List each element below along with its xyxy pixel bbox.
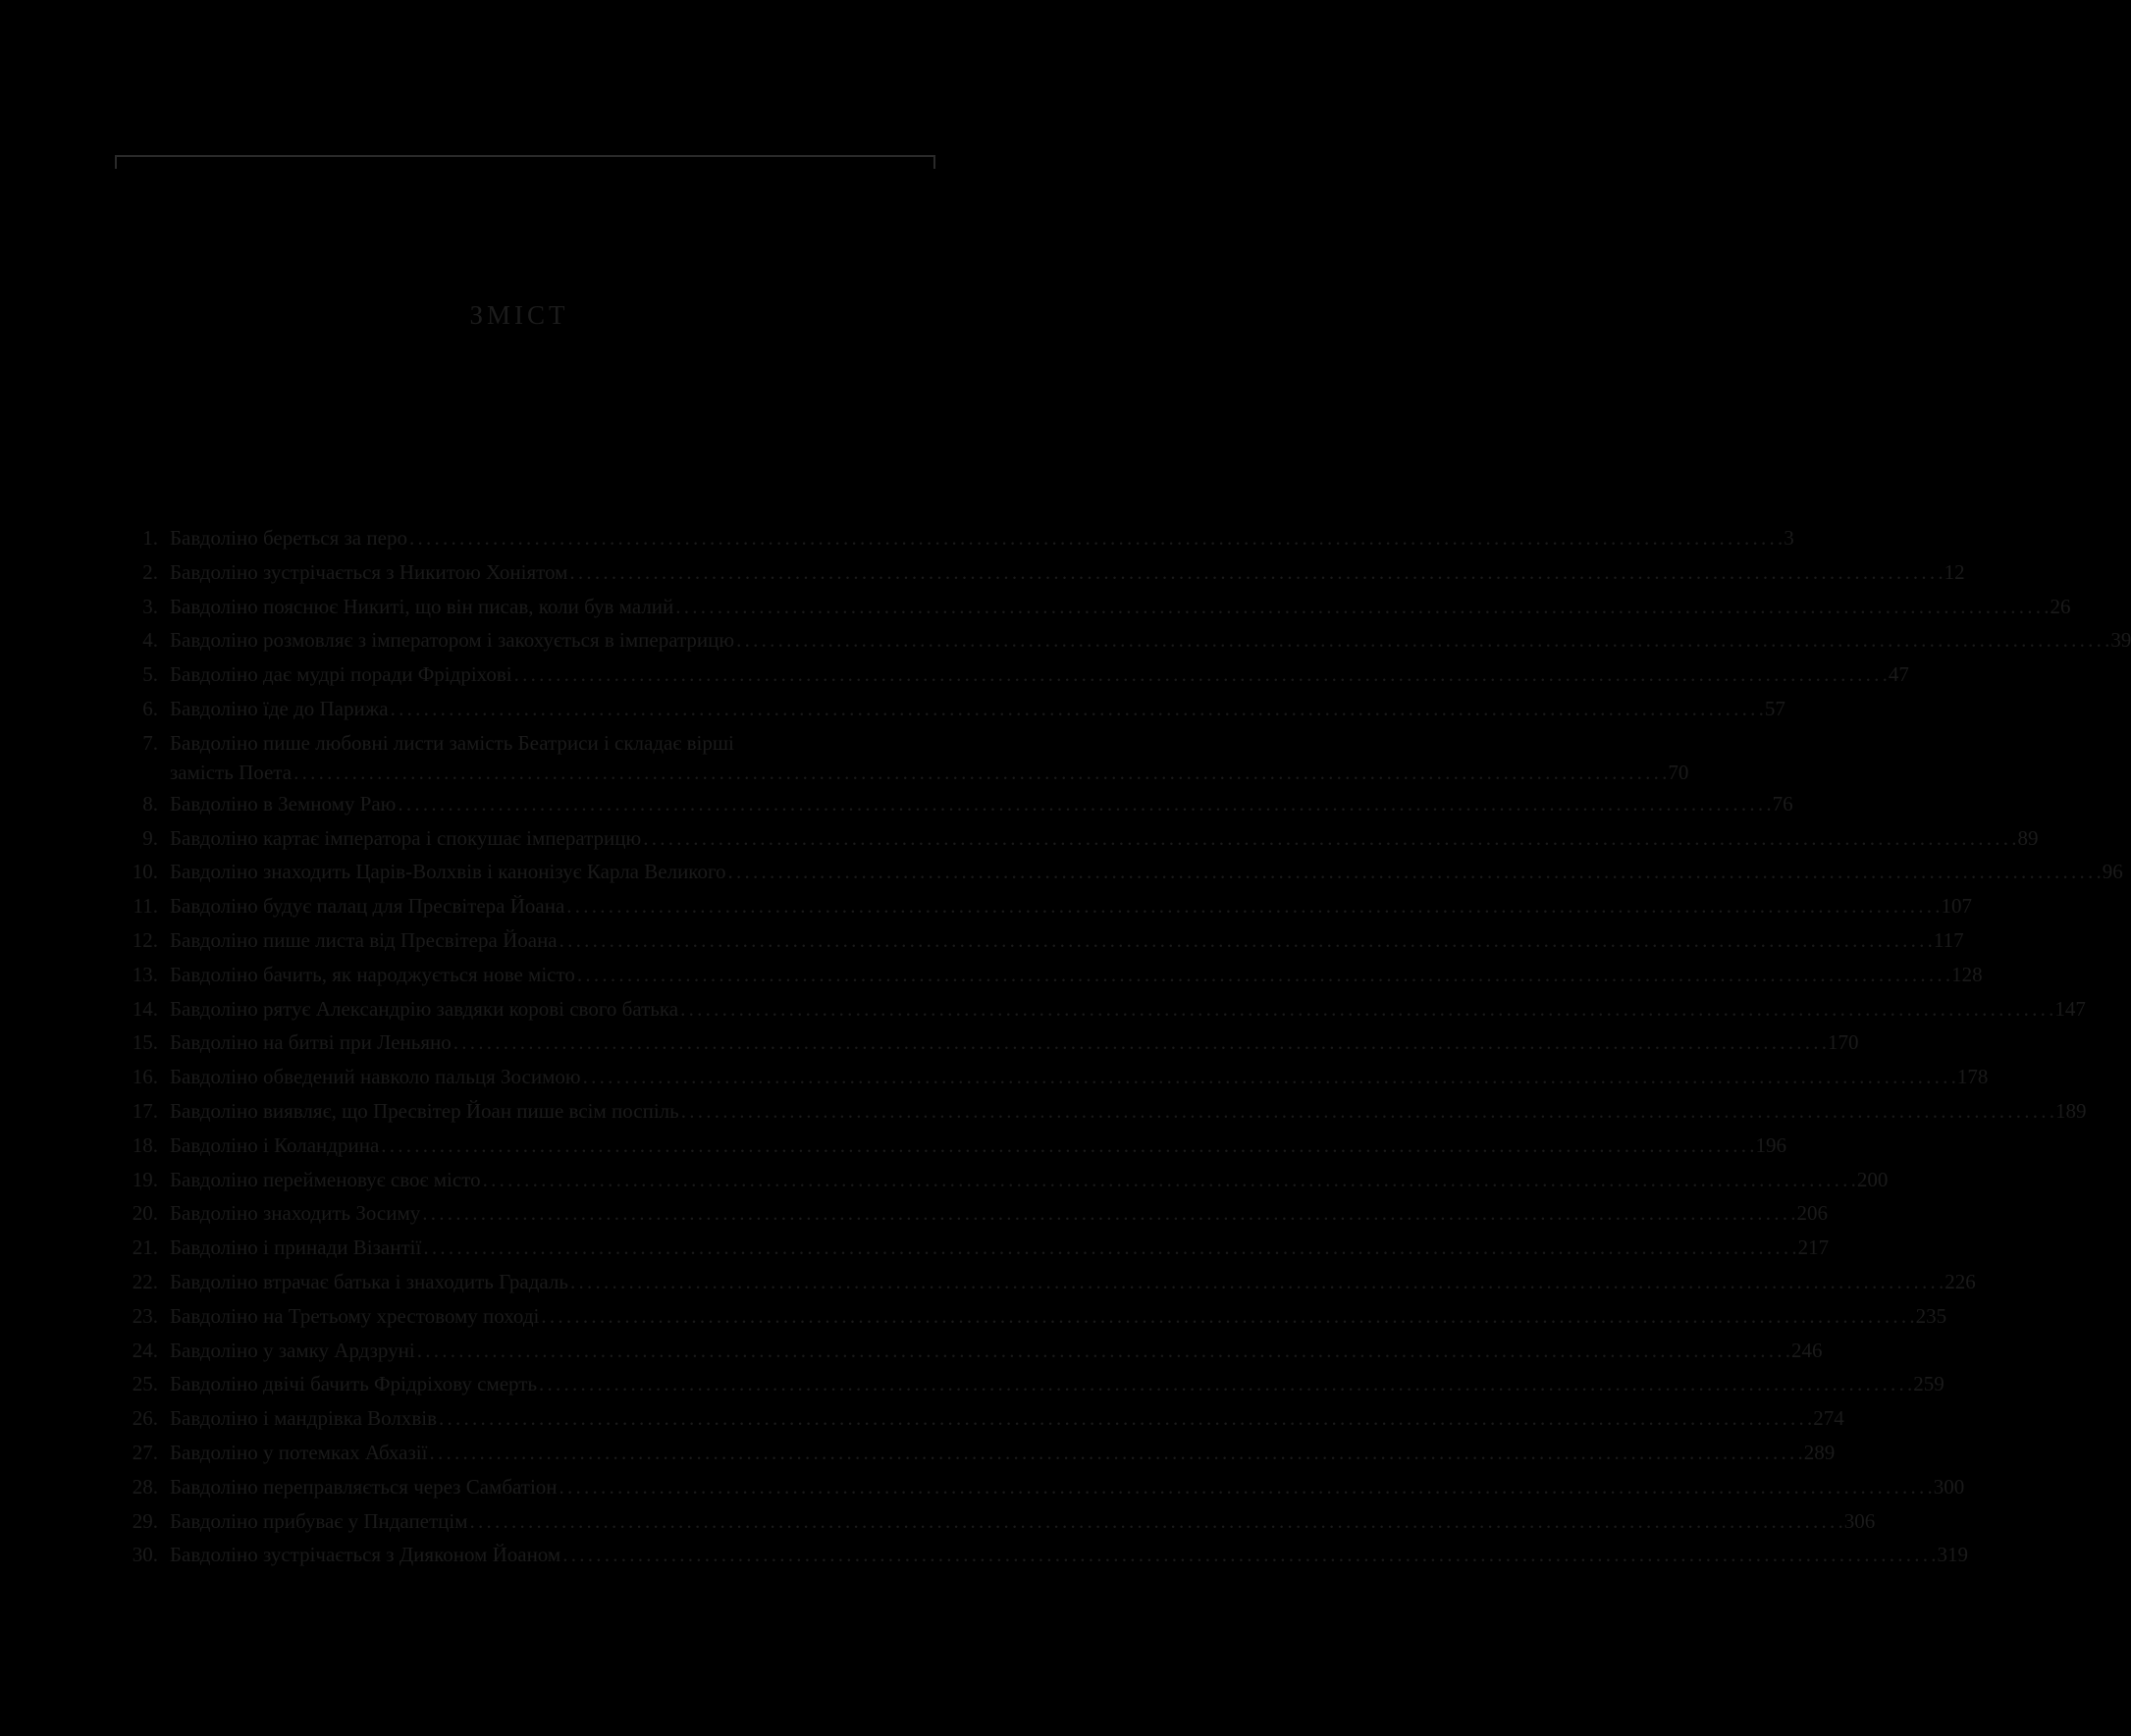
toc-entry-number: 20. bbox=[132, 1201, 158, 1226]
header-rule-left-tick bbox=[115, 155, 117, 169]
toc-entry-title: Бавдоліно їде до Парижа bbox=[170, 696, 389, 720]
toc-entry-number: 18. bbox=[132, 1132, 158, 1157]
toc-entry-number: 24. bbox=[132, 1338, 158, 1362]
toc-entry-title: Бавдоліно двічі бачить Фрідріхову смерть bbox=[170, 1372, 538, 1396]
toc-dot-leader bbox=[391, 692, 1763, 726]
toc-entry-body bbox=[158, 1163, 1888, 1197]
toc-entry-title: Бавдоліно втрачає батька і знаходить Градаль bbox=[170, 1269, 568, 1293]
toc-entry-page-number: 3 bbox=[1784, 526, 1794, 550]
toc-entry-number: 27. bbox=[132, 1440, 158, 1464]
toc-dot-leader bbox=[293, 758, 1666, 787]
toc-dot-leader bbox=[539, 1367, 1911, 1401]
toc-entry bbox=[115, 787, 1793, 821]
toc-entry-body bbox=[158, 958, 1983, 992]
toc-entry-number: 12. bbox=[132, 927, 158, 952]
toc-entry bbox=[115, 1265, 1976, 1299]
toc-entry-body bbox=[158, 1538, 1968, 1572]
toc-dot-leader bbox=[562, 1538, 1935, 1572]
toc-entry bbox=[115, 1299, 1947, 1334]
toc-entry-number: 14. bbox=[132, 996, 158, 1021]
toc-entry-body bbox=[158, 923, 1964, 958]
toc-entry-number: 26. bbox=[132, 1406, 158, 1431]
toc-entry-number: 13. bbox=[132, 962, 158, 986]
toc-entry-page-number: 319 bbox=[1937, 1543, 1968, 1567]
toc-entry-line bbox=[170, 1231, 1829, 1265]
toc-entry-line bbox=[170, 821, 2038, 856]
toc-entry-title: Бавдоліно у потемках Абхазії bbox=[170, 1440, 428, 1464]
toc-entry-number: 2. bbox=[142, 559, 158, 584]
toc-entry bbox=[115, 1163, 1889, 1197]
toc-dot-leader bbox=[417, 1334, 1789, 1368]
toc-entry-page-number: 306 bbox=[1843, 1508, 1876, 1533]
toc-entry-body bbox=[158, 1401, 1844, 1436]
toc-entry-page-number: 128 bbox=[1951, 962, 1983, 986]
toc-entry-body bbox=[158, 555, 1965, 590]
toc-entry-number: 19. bbox=[132, 1167, 158, 1191]
toc-entry-body bbox=[158, 1231, 1829, 1265]
toc-entry-number: 23. bbox=[132, 1303, 158, 1328]
toc-entry-body bbox=[158, 1504, 1875, 1539]
toc-entry-page-number: 89 bbox=[2017, 825, 2039, 850]
toc-entry-title: замість Поета bbox=[170, 760, 293, 784]
toc-entry-body bbox=[158, 1094, 2086, 1129]
toc-dot-leader bbox=[569, 555, 1942, 590]
toc-entry-body bbox=[158, 889, 1972, 923]
toc-dot-leader bbox=[559, 1470, 1932, 1504]
toc-entry-line bbox=[170, 1060, 1988, 1094]
toc-entry bbox=[115, 1538, 1968, 1572]
toc-entry-page-number: 107 bbox=[1941, 894, 1973, 919]
toc-entry-line bbox=[170, 521, 1794, 555]
toc-entry-body bbox=[158, 992, 2086, 1026]
toc-entry bbox=[115, 555, 1965, 590]
toc-entry-body bbox=[158, 623, 2131, 658]
toc-entry bbox=[115, 623, 2131, 658]
toc-entry-title: Бавдоліно будує палац для Пресвітера Йоана bbox=[170, 894, 565, 919]
toc-entry-number: 21. bbox=[132, 1236, 158, 1260]
toc-entry-page-number: 196 bbox=[1755, 1132, 1787, 1157]
toc-entry-title: Бавдоліно переправляється через Самбатіон bbox=[170, 1474, 558, 1499]
toc-entry-number: 7. bbox=[142, 730, 158, 755]
toc-entry bbox=[115, 1129, 1787, 1163]
toc-entry-page-number: 96 bbox=[2102, 860, 2123, 884]
toc-entry-page-number: 200 bbox=[1856, 1167, 1889, 1191]
toc-entry-page-number: 70 bbox=[1668, 760, 1689, 784]
toc-entry bbox=[115, 1436, 1836, 1470]
table-of-contents bbox=[115, 521, 2131, 1572]
toc-entry bbox=[115, 521, 1794, 555]
header-rule-right-tick bbox=[933, 155, 935, 169]
toc-dot-leader bbox=[541, 1299, 1913, 1334]
toc-entry-line bbox=[170, 555, 1965, 590]
toc-entry-page-number: 178 bbox=[1956, 1065, 1989, 1089]
toc-entry-title: Бавдоліно бачить, як народжується нове місто bbox=[170, 962, 575, 986]
toc-dot-leader bbox=[570, 1265, 1943, 1299]
toc-entry bbox=[115, 923, 1964, 958]
toc-entry-page-number: 57 bbox=[1764, 696, 1785, 720]
toc-entry-line bbox=[170, 1163, 1888, 1197]
toc-entry-page-number: 76 bbox=[1772, 791, 1793, 815]
toc-entry-title: Бавдоліно зустрічається з Дияконом Йоаном bbox=[170, 1543, 561, 1567]
toc-entry-number: 30. bbox=[132, 1543, 158, 1567]
toc-entry-title: Бавдоліно перейменовує своє місто bbox=[170, 1167, 481, 1191]
toc-entry-line bbox=[170, 1299, 1946, 1334]
toc-entry-number: 4. bbox=[142, 628, 158, 653]
toc-entry-title: Бавдоліно знаходить Зосиму bbox=[170, 1201, 421, 1226]
header-rule-line bbox=[115, 155, 935, 157]
toc-entry-title: Бавдоліно і мандрівка Волхвів bbox=[170, 1406, 438, 1431]
toc-entry-line bbox=[170, 758, 1688, 787]
toc-entry-line bbox=[170, 1094, 2086, 1129]
toc-entry-number: 15. bbox=[132, 1030, 158, 1055]
toc-entry-line bbox=[170, 1470, 1964, 1504]
toc-entry bbox=[115, 855, 2123, 889]
toc-dot-leader bbox=[470, 1504, 1842, 1539]
toc-entry-body bbox=[158, 1299, 1946, 1334]
toc-entry-title: Бавдоліно розмовляє з імператором і закохується в імператрицю bbox=[170, 628, 735, 653]
toc-entry-line bbox=[170, 1401, 1844, 1436]
toc-entry-title: Бавдоліно виявляє, що Пресвітер Йоан пише всім поспіль bbox=[170, 1098, 679, 1123]
toc-entry-page-number: 170 bbox=[1828, 1030, 1859, 1055]
toc-entry bbox=[115, 1367, 1945, 1401]
toc-entry-number: 22. bbox=[132, 1269, 158, 1293]
toc-dot-leader bbox=[409, 521, 1782, 555]
toc-entry-page-number: 289 bbox=[1803, 1440, 1836, 1464]
toc-entry-body bbox=[158, 728, 1688, 787]
toc-entry-line bbox=[170, 623, 2131, 658]
toc-entry-body bbox=[158, 1367, 1945, 1401]
toc-entry bbox=[115, 958, 1983, 992]
toc-entry-title: Бавдоліно пояснює Никиті, що він писав, коли був малий bbox=[170, 594, 674, 618]
toc-entry bbox=[115, 992, 2086, 1026]
toc-entry-number: 16. bbox=[132, 1065, 158, 1089]
toc-entry-title: Бавдоліно і Коландрина bbox=[170, 1132, 380, 1157]
toc-entry-number: 28. bbox=[132, 1474, 158, 1499]
toc-entry bbox=[115, 1094, 2087, 1129]
toc-entry-body bbox=[158, 1129, 1786, 1163]
toc-entry-title: Бавдоліно обведений навколо пальця Зосимою bbox=[170, 1065, 581, 1089]
toc-dot-leader bbox=[422, 1196, 1794, 1231]
toc-entry-body bbox=[158, 821, 2038, 856]
toc-dot-leader bbox=[566, 889, 1939, 923]
toc-entry-body bbox=[158, 1265, 1976, 1299]
toc-entry-line bbox=[170, 923, 1964, 958]
toc-entry-page-number: 235 bbox=[1915, 1303, 1947, 1328]
toc-entry bbox=[115, 889, 1973, 923]
toc-entry-number: 29. bbox=[132, 1508, 158, 1533]
toc-entry-title: Бавдоліно зустрічається з Никитою Хоніятом bbox=[170, 559, 568, 584]
toc-dot-leader bbox=[429, 1436, 1801, 1470]
toc-entry-title: Бавдоліно у замку Ардзруні bbox=[170, 1338, 415, 1362]
toc-entry-page-number: 206 bbox=[1796, 1201, 1829, 1226]
toc-entry bbox=[115, 590, 2071, 624]
toc-entry-number: 5. bbox=[142, 662, 158, 687]
toc-entry-line bbox=[170, 1504, 1875, 1539]
toc-entry-title: Бавдоліно знаходить Царів-Волхвів і канонізує Карла Великого bbox=[170, 860, 726, 884]
toc-entry bbox=[115, 658, 1909, 692]
toc-dot-leader bbox=[514, 658, 1887, 692]
toc-entry-body bbox=[158, 855, 2123, 889]
toc-entry bbox=[115, 1504, 1876, 1539]
toc-entry-title: Бавдоліно пише любовні листи замість Беатриси і складає вірші bbox=[170, 730, 734, 755]
toc-entry-line bbox=[170, 1026, 1859, 1060]
toc-entry bbox=[115, 1196, 1829, 1231]
toc-entry-line bbox=[170, 889, 1972, 923]
toc-entry-line bbox=[170, 1436, 1835, 1470]
toc-entry-number: 9. bbox=[142, 825, 158, 850]
toc-entry-page-number: 39 bbox=[2110, 628, 2131, 653]
header-rule bbox=[115, 155, 935, 169]
toc-entry-title: Бавдоліно дає мудрі поради Фрідріхові bbox=[170, 662, 512, 687]
toc-entry-line bbox=[170, 787, 1793, 821]
toc-entry-body bbox=[158, 590, 2071, 624]
toc-entry-number: 17. bbox=[132, 1098, 158, 1123]
toc-entry-page-number: 147 bbox=[2054, 996, 2086, 1021]
toc-entry-number: 8. bbox=[142, 791, 158, 815]
toc-entry-line bbox=[170, 958, 1983, 992]
toc-entry-line bbox=[170, 1265, 1976, 1299]
toc-entry-line bbox=[170, 992, 2086, 1026]
toc-entry-number: 10. bbox=[132, 860, 158, 884]
toc-entry-number: 1. bbox=[142, 526, 158, 550]
toc-dot-leader bbox=[583, 1060, 1955, 1094]
toc-entry-title: Бавдоліно в Земному Раю bbox=[170, 791, 397, 815]
toc-dot-leader bbox=[423, 1231, 1795, 1265]
toc-entry-page-number: 12 bbox=[1944, 559, 1965, 584]
toc-entry-body bbox=[158, 521, 1794, 555]
toc-dot-leader bbox=[728, 855, 2101, 889]
toc-entry bbox=[115, 1026, 1859, 1060]
toc-entry-page-number: 217 bbox=[1797, 1236, 1830, 1260]
toc-entry-body bbox=[158, 1060, 1988, 1094]
toc-entry-title: Бавдоліно на битві при Леньяно bbox=[170, 1030, 452, 1055]
toc-dot-leader bbox=[381, 1129, 1753, 1163]
toc-entry-title: Бавдоліно прибуває у Пндапетцім bbox=[170, 1508, 468, 1533]
toc-entry-title: Бавдоліно картає імператора і спокушає імператрицю bbox=[170, 825, 642, 850]
toc-entry-page-number: 226 bbox=[1945, 1269, 1976, 1293]
toc-entry-line bbox=[170, 855, 2123, 889]
toc-entry-page-number: 189 bbox=[2054, 1098, 2087, 1123]
toc-entry-body bbox=[158, 1470, 1964, 1504]
toc-entry-line bbox=[170, 1538, 1968, 1572]
toc-dot-leader bbox=[453, 1026, 1826, 1060]
toc-entry bbox=[115, 726, 1689, 787]
toc-dot-leader bbox=[680, 992, 2052, 1026]
toc-dot-leader bbox=[675, 590, 2048, 624]
page-title: ЗМІСТ bbox=[469, 300, 569, 330]
toc-entry-body bbox=[158, 1436, 1835, 1470]
toc-entry-line bbox=[170, 728, 1688, 758]
toc-entry-title: Бавдоліно і принади Візантії bbox=[170, 1236, 422, 1260]
toc-entry-line bbox=[170, 658, 1909, 692]
toc-entry-line bbox=[170, 1129, 1786, 1163]
toc-entry-title: Бавдоліно береться за перо bbox=[170, 526, 407, 550]
toc-entry-number: 25. bbox=[132, 1372, 158, 1396]
toc-dot-leader bbox=[483, 1163, 1855, 1197]
toc-entry-body bbox=[158, 692, 1785, 726]
toc-entry bbox=[115, 1470, 1965, 1504]
toc-entry-page-number: 246 bbox=[1790, 1338, 1823, 1362]
toc-entry bbox=[115, 1334, 1823, 1368]
toc-entry bbox=[115, 692, 1785, 726]
toc-entry-page-number: 300 bbox=[1933, 1474, 1965, 1499]
toc-entry-body bbox=[158, 1026, 1859, 1060]
toc-entry-line bbox=[170, 692, 1785, 726]
toc-entry-number: 11. bbox=[133, 894, 158, 919]
toc-entry-page-number: 274 bbox=[1813, 1406, 1844, 1431]
toc-dot-leader bbox=[681, 1094, 2053, 1129]
toc-dot-leader bbox=[559, 923, 1932, 958]
toc-entry-title: Бавдоліно на Третьому хрестовому поході bbox=[170, 1303, 540, 1328]
toc-entry bbox=[115, 1231, 1830, 1265]
toc-entry-number: 6. bbox=[142, 696, 158, 720]
toc-entry-line bbox=[170, 1334, 1822, 1368]
toc-entry bbox=[115, 821, 2039, 856]
toc-entry-title: Бавдоліно пише листа від Пресвітера Йоана bbox=[170, 927, 558, 952]
toc-entry-line bbox=[170, 590, 2071, 624]
toc-entry-page-number: 117 bbox=[1933, 927, 1964, 952]
toc-dot-leader bbox=[577, 958, 1949, 992]
toc-entry-line bbox=[170, 1196, 1828, 1231]
toc-entry-number: 3. bbox=[142, 594, 158, 618]
toc-entry-body bbox=[158, 658, 1909, 692]
toc-dot-leader bbox=[398, 787, 1770, 821]
toc-entry-title: Бавдоліно рятує Александрію завдяки корові свого батька bbox=[170, 996, 679, 1021]
toc-entry-page-number: 259 bbox=[1913, 1372, 1945, 1396]
toc-entry-page-number: 47 bbox=[1888, 662, 1909, 687]
toc-dot-leader bbox=[736, 623, 2108, 658]
toc-entry-body bbox=[158, 1196, 1828, 1231]
toc-entry-page-number: 26 bbox=[2050, 594, 2071, 618]
toc-dot-leader bbox=[439, 1401, 1811, 1436]
toc-entry-line bbox=[170, 1367, 1945, 1401]
toc-entry bbox=[115, 1401, 1844, 1436]
toc-entry-body bbox=[158, 787, 1793, 821]
toc-entry-body bbox=[158, 1334, 1822, 1368]
toc-entry bbox=[115, 1060, 1989, 1094]
toc-dot-leader bbox=[643, 821, 2015, 856]
